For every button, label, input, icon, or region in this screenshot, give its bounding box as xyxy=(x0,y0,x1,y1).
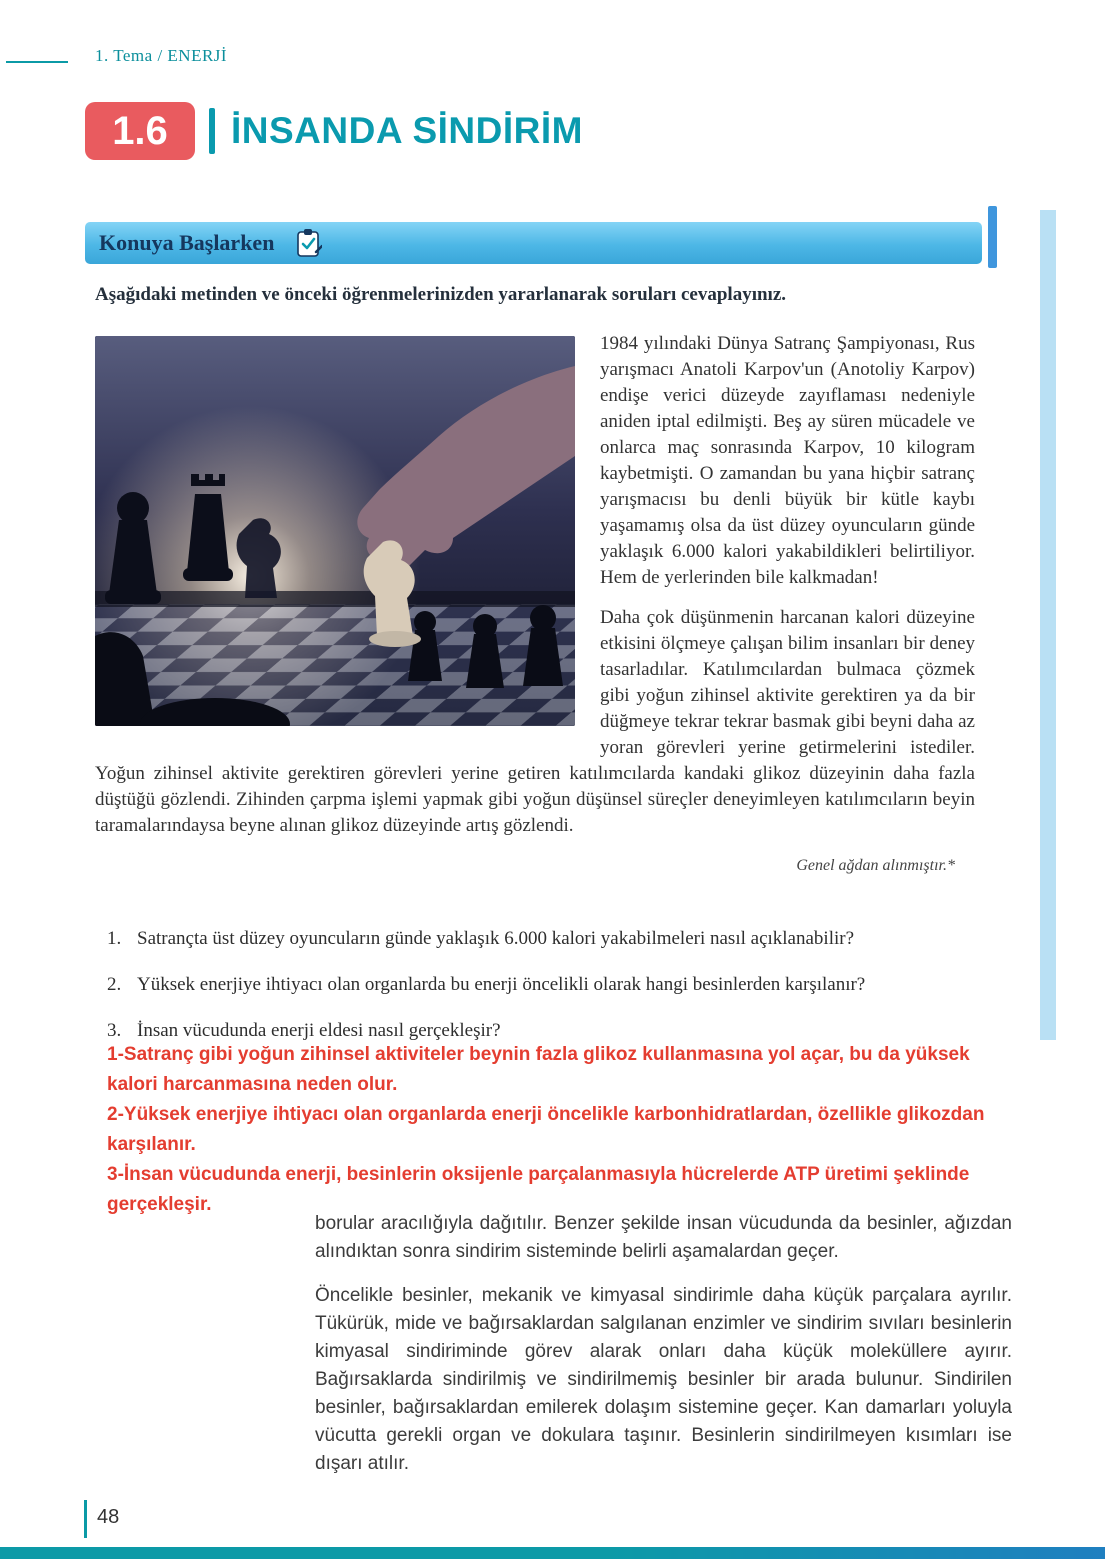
handwritten-answers xyxy=(107,1040,1015,1220)
question-text: İnsan vücudunda enerji eldesi nasıl gerçekleşir? xyxy=(137,1020,501,1041)
unit-breadcrumb: 1. Tema / ENERJİ xyxy=(95,46,228,65)
right-side-strip xyxy=(1040,210,1056,1040)
passage-paragraph-1: 1984 yılındaki Dünya Satranç Şampiyonası, Rus yarışmacı Anatoli Karpov'un (Anotoliy Karpov) endişe verici düzeyde zayıflaması nedeniyle aniden iptal edilmişti. Beş ay süren mücadele ve onlarca maç sonrasında Karpov, 10 kilogram kaybetmişti. O zamandan bu yana hiçbir satranç yarışmacısı bu denli büyük bir kütle kaybı yaşamamış olsa da üst düzey oyuncuların günde yaklaşık 6.000 kalori yakabildikleri belirtiliyor. Hem de yerlerinden bile kalkmadan! xyxy=(600,333,975,588)
reading-passage xyxy=(95,331,975,879)
header-rule xyxy=(6,61,68,63)
answer-2: 2-Yüksek enerjiye ihtiyacı olan organlarda enerji öncelikle karbonhidratlardan, özellikle glikozdan karşılanır. xyxy=(107,1104,985,1155)
section-number-badge: 1.6 xyxy=(85,102,195,160)
question-text: Satrançta üst düzey oyuncuların günde yaklaşık 6.000 kalori yakabilmeleri nasıl açıklanabilir? xyxy=(137,928,855,949)
clipboard-check-icon xyxy=(296,228,322,258)
answer-1: 1-Satranç gibi yoğun zihinsel aktiviteler beynin fazla glikoz kullanmasına yol açar, bu da yüksek kalori harcanmasına neden olur. xyxy=(107,1044,970,1095)
section-title-text: İNSANDA SİNDİRİM xyxy=(231,110,583,151)
question-number: 2. xyxy=(107,974,122,995)
banner-accent-bar xyxy=(988,206,997,268)
page-number: 48 xyxy=(97,1506,120,1528)
body-paragraph-1: borular aracılığıyla dağıtılır. Benzer şekilde insan vücudunda da besinler, ağızdan alındıktan sonra sindirim sisteminde belirli aşamalardan geçer. xyxy=(315,1213,1012,1262)
chess-photo xyxy=(95,336,575,726)
source-attribution: Genel ağdan alınmıştır.* xyxy=(796,857,955,874)
passage-paragraph-2: Daha çok düşünmenin harcanan kalori düzeyine etkisini ölçmeye çalışan bilim insanları bir deney tasarladılar. Katılımcılardan bulmaca çözmek gibi yoğun zihinsel aktivite gerektiren ya da bir düğmeye tekrar tekrar basmak gibi beyni daha az yoran görevleri yerine getirmelerini istediler. Yoğun zihinsel aktivite gerektiren görevleri yerine getiren katılımcılarda kandaki glikoz düzeyinin daha fazla düştüğü gözlendi. Zihinden çarpma işlemi yapmak gibi yoğun düşünsel süreçler deneyimleyen katılımcıların beyin taramalarındaysa beyne alınan glikoz düzeyinde artış gözlendi. xyxy=(95,607,975,836)
konuya-baslarken-banner xyxy=(85,222,982,264)
page-number-rule xyxy=(84,1500,87,1538)
question-number: 1. xyxy=(107,928,122,949)
question-number: 3. xyxy=(107,1020,122,1041)
question-item-1 xyxy=(107,926,1017,952)
body-text-block xyxy=(315,1210,1012,1494)
banner-label: Konuya Başlarken xyxy=(99,230,275,255)
chess-photo-illustration xyxy=(95,336,575,726)
section-title xyxy=(85,102,583,160)
footer-bar xyxy=(0,1547,1105,1559)
title-divider xyxy=(209,108,215,154)
body-paragraph-2: Öncelikle besinler, mekanik ve kimyasal sindirimle daha küçük parçalara ayrılır. Tükürük, mide ve bağırsaklardan salgılanan enzimler ve sindirim sıvıları besinlerin kimyasal sindiriminde görev alarak onları daha küçük moleküllere ayırır. Bağırsaklarda sindirilmiş ve sindirilmemiş besinler bir arada bulunur. Sindirilen besinler, bağırsaklardan emilerek dolaşım sistemine geçer. Kan damarları yoluyla vücutta gerekli organ ve dokulara taşınır. Besinlerin sindirilmeyen kısımları ise dışarı atılır. xyxy=(315,1285,1012,1474)
question-text: Yüksek enerjiye ihtiyacı olan organlarda bu enerji öncelikli olarak hangi besinlerden karşılanır? xyxy=(137,974,866,995)
instruction-text: Aşağıdaki metinden ve önceki öğrenmelerinizden yararlanarak soruları cevaplayınız. xyxy=(95,284,787,305)
question-item-2 xyxy=(107,972,1017,998)
answer-3: 3-İnsan vücudunda enerji, besinlerin oksijenle parçalanmasıyla hücrelerde ATP üretimi şeklinde gerçekleşir. xyxy=(107,1164,970,1215)
